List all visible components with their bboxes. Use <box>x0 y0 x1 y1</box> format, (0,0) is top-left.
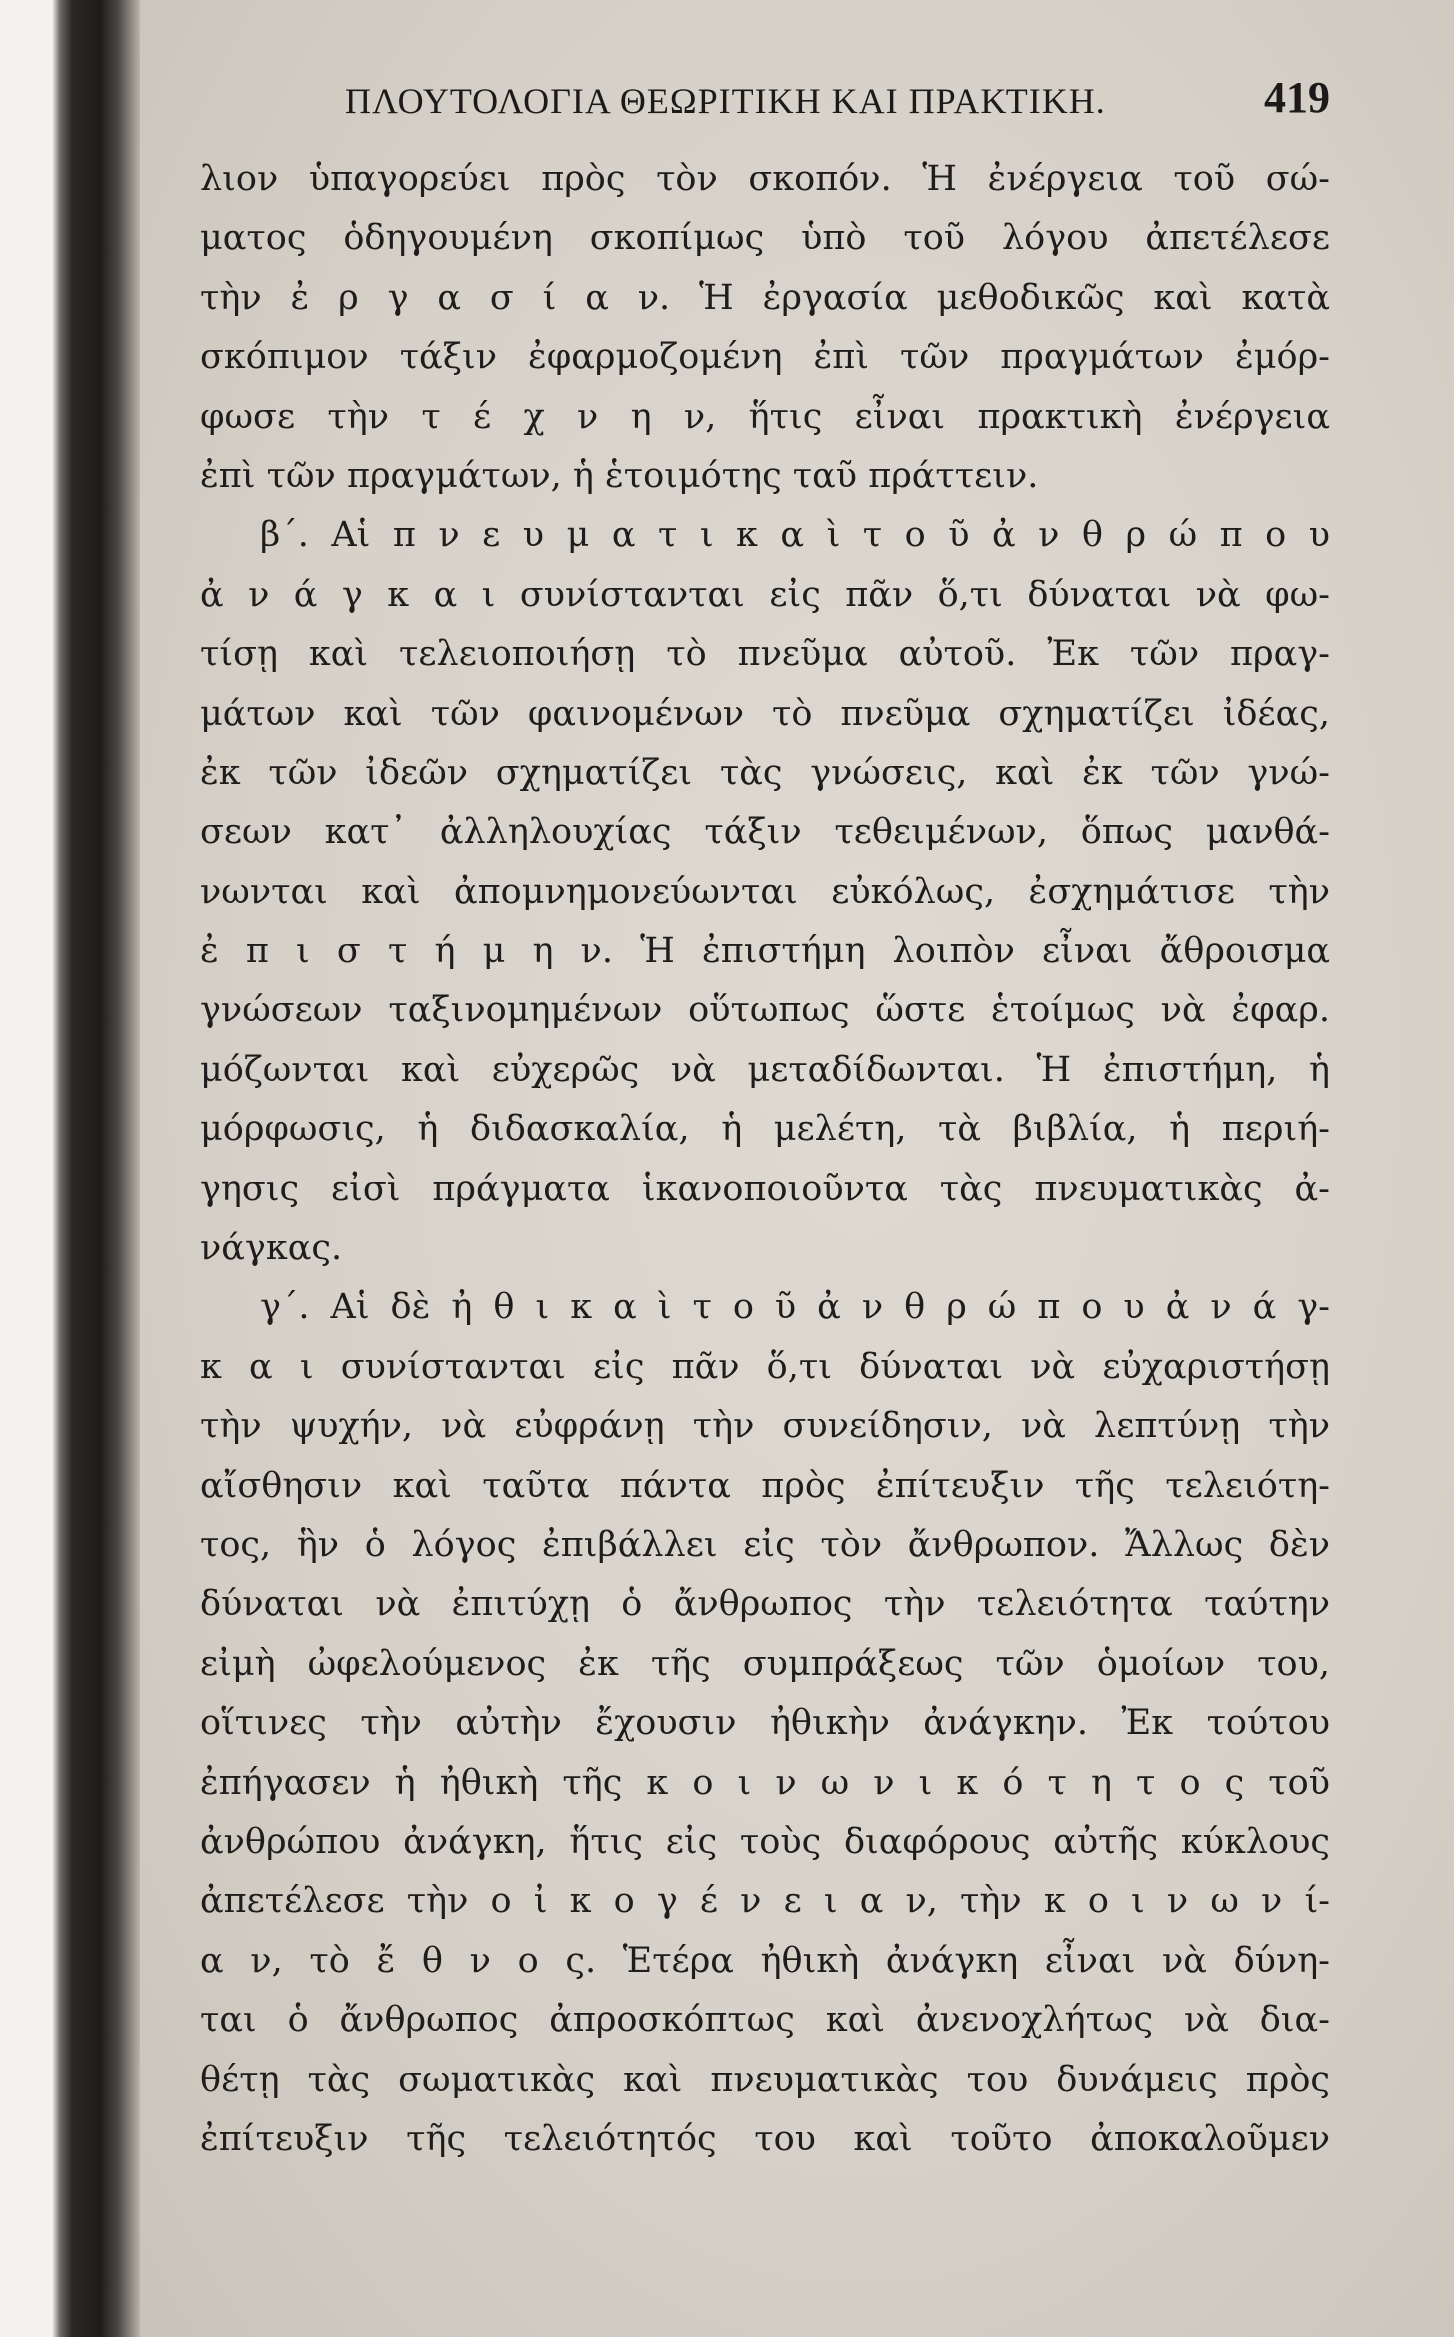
text-line: σκόπιμον τάξιν ἐφαρμοζομένη ἐπὶ τῶν πραγμάτων ἐμόρ- <box>200 337 1330 378</box>
text-line: ἀ ν ά γ κ α ι συνίστανται εἰς πᾶν ὅ,τι δύναται νὰ φω- <box>200 574 1330 615</box>
text-line: θέτῃ τὰς σωματικὰς καὶ πνευματικὰς του δυνάμεις πρὸς <box>200 2059 1330 2100</box>
text-line: ματος ὁδηγουμένη σκοπίμως ὑπὸ τοῦ λόγου ἀπετέλεσε <box>200 218 1330 259</box>
text-line: τίσῃ καὶ τελειοποιήσῃ τὸ πνεῦμα αὐτοῦ. Ἐκ τῶν πραγ- <box>200 634 1330 675</box>
text-line: ἀπετέλεσε τὴν ο ἰ κ ο γ έ ν ε ι α ν, τὴν κ ο ι ν ω ν ί- <box>200 1881 1330 1922</box>
text-line: κ α ι συνίστανται εἰς πᾶν ὅ,τι δύναται νὰ εὐχαριστήσῃ <box>200 1346 1330 1387</box>
text-line: μόρφωσις, ἡ διδασκαλία, ἡ μελέτη, τὰ βιβλία, ἡ περιή- <box>200 1109 1330 1150</box>
text-line: α ν, τὸ ἔ θ ν ο ς. Ἑτέρα ἠθικὴ ἀνάγκη εἶναι νὰ δύνη- <box>200 1940 1330 1981</box>
text-line: γ΄. Αἱ δὲ ἠ θ ι κ α ὶ τ ο ῦ ἀ ν θ ρ ώ π ο υ ἀ ν ά γ- <box>260 1287 1330 1328</box>
text-line: νωνται καὶ ἀπομνημονεύωνται εὐκόλως, ἐσχημάτισε τὴν <box>200 871 1330 912</box>
text-line: σεων κατ᾽ ἀλληλουχίας τάξιν τεθειμένων, ὅπως μανθά- <box>200 812 1330 853</box>
body-text <box>200 150 1330 2169</box>
text-line: ἐπήγασεν ἡ ἠθικὴ τῆς κ ο ι ν ω ν ι κ ό τ η τ ο ς τοῦ <box>200 1762 1330 1803</box>
text-line: αἴσθησιν καὶ ταῦτα πάντα πρὸς ἐπίτευξιν τῆς τελειότη- <box>200 1465 1330 1506</box>
text-line: ἐπίτευξιν τῆς τελειότητός του καὶ τοῦτο ἀποκαλοῦμεν <box>200 2118 1330 2159</box>
text-line: νάγκας. <box>200 1228 343 1269</box>
text-line: ται ὁ ἄνθρωπος ἀπροσκόπτως καὶ ἀνενοχλήτως νὰ δια- <box>200 2000 1330 2041</box>
page-header <box>200 72 1330 142</box>
text-line: οἵτινες τὴν αὐτὴν ἔχουσιν ἠθικὴν ἀνάγκην. Ἐκ τούτου <box>200 1703 1330 1744</box>
text-line: δύναται νὰ ἐπιτύχῃ ὁ ἄνθρωπος τὴν τελειότητα ταύτην <box>200 1584 1330 1625</box>
text-line: τὴν ψυχήν, νὰ εὐφράνῃ τὴν συνείδησιν, νὰ λεπτύνῃ τὴν <box>200 1406 1330 1447</box>
text-line: ἀνθρώπου ἀνάγκη, ἥτις εἰς τοὺς διαφόρους αὐτῆς κύκλους <box>200 1821 1330 1862</box>
text-line: τος, ἣν ὁ λόγος ἐπιβάλλει εἰς τὸν ἄνθρωπον. Ἄλλως δὲν <box>200 1524 1330 1565</box>
text-line: τὴν ἐ ρ γ α σ ί α ν. Ἡ ἐργασία μεθοδικῶς καὶ κατὰ <box>200 277 1330 318</box>
text-line: ἐ π ι σ τ ή μ η ν. Ἡ ἐπιστήμη λοιπὸν εἶναι ἄθροισμα <box>200 931 1330 972</box>
text-line: μάτων καὶ τῶν φαινομένων τὸ πνεῦμα σχηματίζει ἰδέας, <box>200 693 1330 734</box>
text-line: β΄. Αἱ π ν ε υ μ α τ ι κ α ὶ τ ο ῦ ἀ ν θ ρ ώ π ο υ <box>260 515 1330 556</box>
text-line: λιον ὑπαγορεύει πρὸς τὸν σκοπόν. Ἡ ἐνέργεια τοῦ σώ- <box>200 159 1330 199</box>
page-number: 419 <box>1264 73 1330 122</box>
text-line: μόζωνται καὶ εὐχερῶς νὰ μεταδίδωνται. Ἡ ἐπιστήμη, ἡ <box>200 1049 1330 1090</box>
text-line: ἐπὶ τῶν πραγμάτων, ἡ ἑτοιμότης ταῦ πράττειν. <box>200 455 1039 496</box>
text-line: εἰμὴ ὠφελούμενος ἐκ τῆς συμπράξεως τῶν ὁμοίων του, <box>200 1643 1330 1684</box>
running-title: ΠΛΟΥΤΟΛΟΓΙΑ ΘΕΩΡΙΤΙΚΗ ΚΑΙ ΠΡΑΚΤΙΚΗ. <box>345 81 1106 121</box>
text-line: φωσε τὴν τ έ χ ν η ν, ἥτις εἶναι πρακτικὴ ἐνέργεια <box>200 396 1330 437</box>
text-line: γνώσεων ταξινομημένων οὕτωπως ὥστε ἑτοίμως νὰ ἐφαρ. <box>200 990 1330 1031</box>
book-binding-gutter <box>0 0 140 2337</box>
text-line: γησις εἰσὶ πράγματα ἱκανοποιοῦντα τὰς πνευματικὰς ἀ- <box>200 1168 1330 1209</box>
text-line: ἐκ τῶν ἰδεῶν σχηματίζει τὰς γνώσεις, καὶ ἐκ τῶν γνώ- <box>200 752 1330 793</box>
